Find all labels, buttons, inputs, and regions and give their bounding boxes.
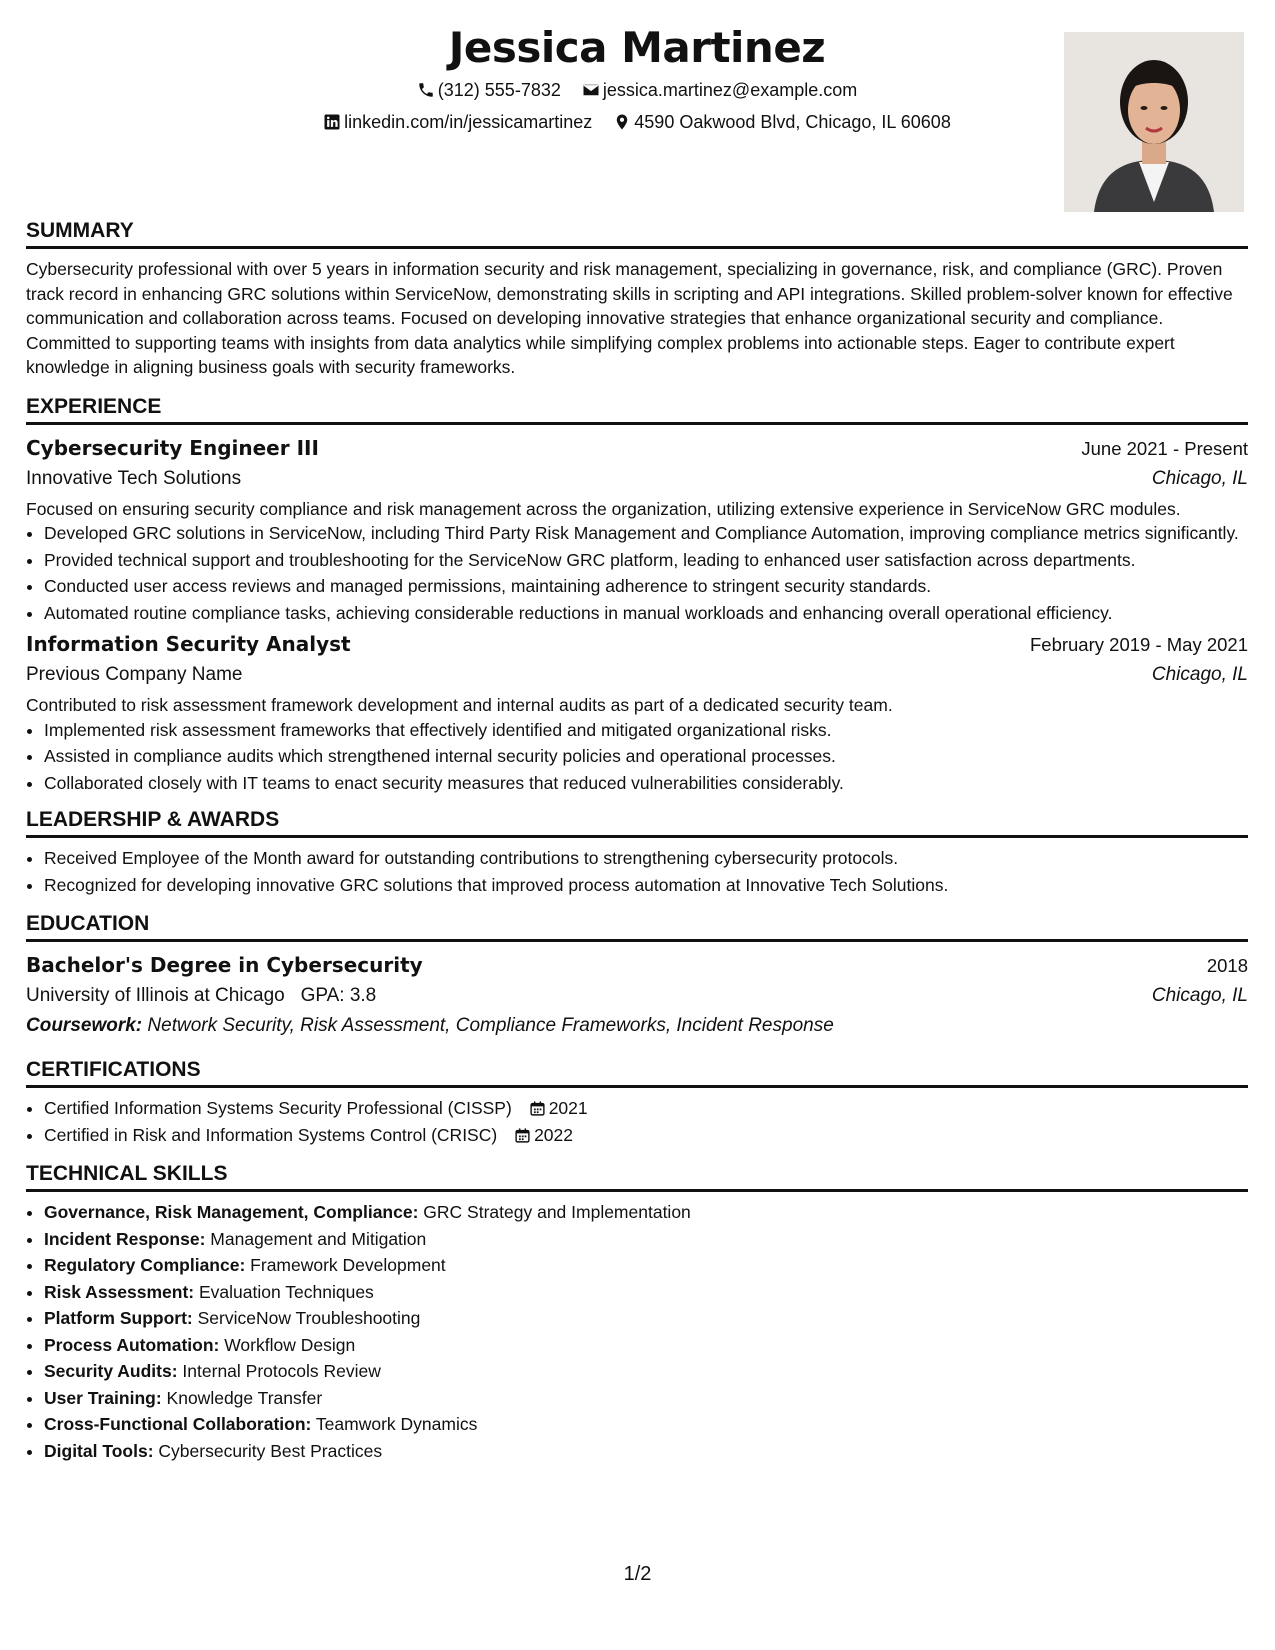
job-dates: June 2021 - Present xyxy=(1081,437,1248,459)
job-location: Chicago, IL xyxy=(1151,664,1248,685)
job-entry xyxy=(26,433,1248,626)
summary-section xyxy=(26,218,1248,380)
certifications-list xyxy=(26,1096,1248,1147)
resume-header xyxy=(26,20,1248,218)
skills-heading: TECHNICAL SKILLS xyxy=(26,1161,1248,1192)
coursework-line xyxy=(26,1011,1248,1041)
map-pin-icon xyxy=(613,113,631,131)
graduation-year: 2018 xyxy=(1206,955,1248,976)
award-item: • Recognized for developing innovative GRC solutions that improved process automation at Innovative Tech Solutions. xyxy=(44,873,1248,898)
skill-name: User Training: xyxy=(44,1387,162,1408)
address-contact xyxy=(613,110,951,134)
job-bullet: • Conducted user access reviews and managed permissions, maintaining adherence to stringent security standards. xyxy=(44,574,1248,599)
email-contact[interactable] xyxy=(582,78,857,102)
job-title: Cybersecurity Engineer III xyxy=(26,435,319,460)
skill-value: Teamwork Dynamics xyxy=(315,1414,478,1434)
email-text: jessica.martinez@example.com xyxy=(602,80,858,100)
leadership-heading: LEADERSHIP & AWARDS xyxy=(26,807,1248,838)
summary-text: Cybersecurity professional with over 5 years in information security and risk management, specializing in governance, risk, and compliance (GRC). Proven track record in enhancing GRC solutions within ServiceNow, demonstrating skills in scripting and API integrations. Skilled problem-solver known for effective communication and collaboration across teams. Focused on developing innovative strategies that enhance organizational security and compliance. Committed to supporting teams with insights from data analytics while simplifying complex problems into actionable steps. Eager to contribute expert knowledge in aligning business goals with security frameworks. xyxy=(26,259,1233,377)
phone-contact[interactable] xyxy=(417,78,561,102)
job-bullet: • Assisted in compliance audits which strengthened internal security policies and operational processes. xyxy=(44,744,1248,769)
skill-name: Platform Support: xyxy=(44,1308,193,1328)
job-entry xyxy=(26,629,1248,795)
skill-value: Evaluation Techniques xyxy=(199,1281,374,1302)
linkedin-text: linkedin.com/in/jessicamartinez xyxy=(344,112,593,132)
skill-value: GRC Strategy and Implementation xyxy=(423,1202,691,1222)
page-number: 1/2 xyxy=(623,1563,652,1585)
job-dates: February 2019 - May 2021 xyxy=(1029,634,1248,655)
school-location: Chicago, IL xyxy=(1151,985,1248,1006)
skill-item xyxy=(44,1439,1248,1464)
skill-item xyxy=(44,1200,1248,1225)
resume-page xyxy=(26,20,1248,1465)
coursework-list: Network Security, Risk Assessment, Compliance Frameworks, Incident Response xyxy=(147,1015,834,1036)
leadership-section xyxy=(26,807,1248,897)
skills-section xyxy=(26,1161,1248,1463)
job-bullet: • Developed GRC solutions in ServiceNow, including Third Party Risk Management and Compliance Automation, improving compliance metrics significantly. xyxy=(44,521,1248,546)
skill-name: Security Audits: xyxy=(44,1361,178,1381)
certifications-heading: CERTIFICATIONS xyxy=(26,1057,1248,1088)
calendar-icon xyxy=(514,1127,531,1144)
certifications-section xyxy=(26,1057,1248,1147)
job-bullet: • Implemented risk assessment frameworks that effectively identified and mitigated organizational risks. xyxy=(44,718,1248,743)
education-heading: EDUCATION xyxy=(26,911,1248,942)
skill-item xyxy=(44,1306,1248,1331)
school-line xyxy=(26,981,376,1011)
skill-value: Knowledge Transfer xyxy=(166,1387,323,1408)
skill-item xyxy=(44,1253,1248,1278)
skill-item xyxy=(44,1280,1248,1305)
school-name: University of Illinois at Chicago xyxy=(26,985,285,1006)
skill-value: Workflow Design xyxy=(224,1334,356,1355)
job-bullet: • Provided technical support and troubleshooting for the ServiceNow GRC platform, leading to enhanced user satisfaction across departments. xyxy=(44,548,1248,573)
skill-name: Digital Tools: xyxy=(44,1440,154,1461)
skill-item xyxy=(44,1333,1248,1358)
certification-name: Certified in Risk and Information Systems Control (CRISC) xyxy=(44,1124,498,1145)
skill-item xyxy=(44,1412,1248,1437)
degree-title: Bachelor's Degree in Cybersecurity xyxy=(26,953,423,977)
certification-year: 2022 xyxy=(534,1124,574,1145)
phone-text: (312) 555-7832 xyxy=(437,80,561,100)
candidate-name: Jessica Martinez xyxy=(448,23,826,72)
skill-item xyxy=(44,1227,1248,1252)
skill-name: Regulatory Compliance: xyxy=(44,1255,246,1275)
certification-item xyxy=(44,1096,1248,1121)
job-bullets xyxy=(26,521,1248,625)
certification-name: Certified Information Systems Security Professional (CISSP) xyxy=(44,1098,512,1118)
skill-value: Internal Protocols Review xyxy=(182,1361,381,1381)
leadership-list xyxy=(26,846,1248,897)
skill-name: Cross-Functional Collaboration: xyxy=(44,1414,312,1434)
job-bullet: • Collaborated closely with IT teams to enact security measures that reduced vulnerabilities considerably. xyxy=(44,771,1248,796)
skill-name: Risk Assessment: xyxy=(44,1281,195,1302)
skill-value: ServiceNow Troubleshooting xyxy=(197,1308,421,1328)
skill-name: Governance, Risk Management, Compliance: xyxy=(44,1202,419,1222)
address-text: 4590 Oakwood Blvd, Chicago, IL 60608 xyxy=(634,112,951,132)
calendar-icon xyxy=(529,1100,546,1117)
job-description: Contributed to risk assessment framework development and internal audits as part of a dedicated security team. xyxy=(26,695,893,715)
certification-year: 2021 xyxy=(548,1098,588,1118)
profile-photo xyxy=(1064,32,1244,212)
award-item: • Received Employee of the Month award for outstanding contributions to strengthening cybersecurity protocols. xyxy=(44,846,1248,871)
job-title: Information Security Analyst xyxy=(26,632,351,656)
job-location: Chicago, IL xyxy=(1151,467,1248,489)
job-company: Innovative Tech Solutions xyxy=(26,467,242,489)
certification-item xyxy=(44,1123,1248,1148)
gpa: GPA: 3.8 xyxy=(300,985,377,1006)
coursework-label: Coursework: xyxy=(26,1015,143,1036)
skill-name: Process Automation: xyxy=(44,1334,220,1355)
experience-heading: EXPERIENCE xyxy=(26,394,1248,425)
skill-item xyxy=(44,1386,1248,1411)
skill-value: Cybersecurity Best Practices xyxy=(158,1440,383,1461)
skill-item xyxy=(44,1359,1248,1384)
job-bullet: • Automated routine compliance tasks, achieving considerable reductions in manual workloads and enhancing overall operational efficiency. xyxy=(44,601,1248,626)
job-bullets xyxy=(26,718,1248,796)
skill-name: Incident Response: xyxy=(44,1228,206,1249)
linkedin-contact[interactable] xyxy=(323,110,592,134)
education-section xyxy=(26,911,1248,1041)
job-description: Focused on ensuring security compliance and risk management across the organization, utilizing extensive experience in ServiceNow GRC modules. xyxy=(26,498,1181,519)
skill-value: Framework Development xyxy=(250,1255,446,1275)
summary-heading: SUMMARY xyxy=(26,218,1248,249)
experience-section xyxy=(26,394,1248,796)
envelope-icon xyxy=(582,81,600,99)
job-company: Previous Company Name xyxy=(26,664,243,685)
skills-list xyxy=(26,1200,1248,1463)
phone-icon xyxy=(417,81,435,99)
linkedin-icon xyxy=(323,113,341,131)
skill-value: Management and Mitigation xyxy=(210,1228,427,1249)
